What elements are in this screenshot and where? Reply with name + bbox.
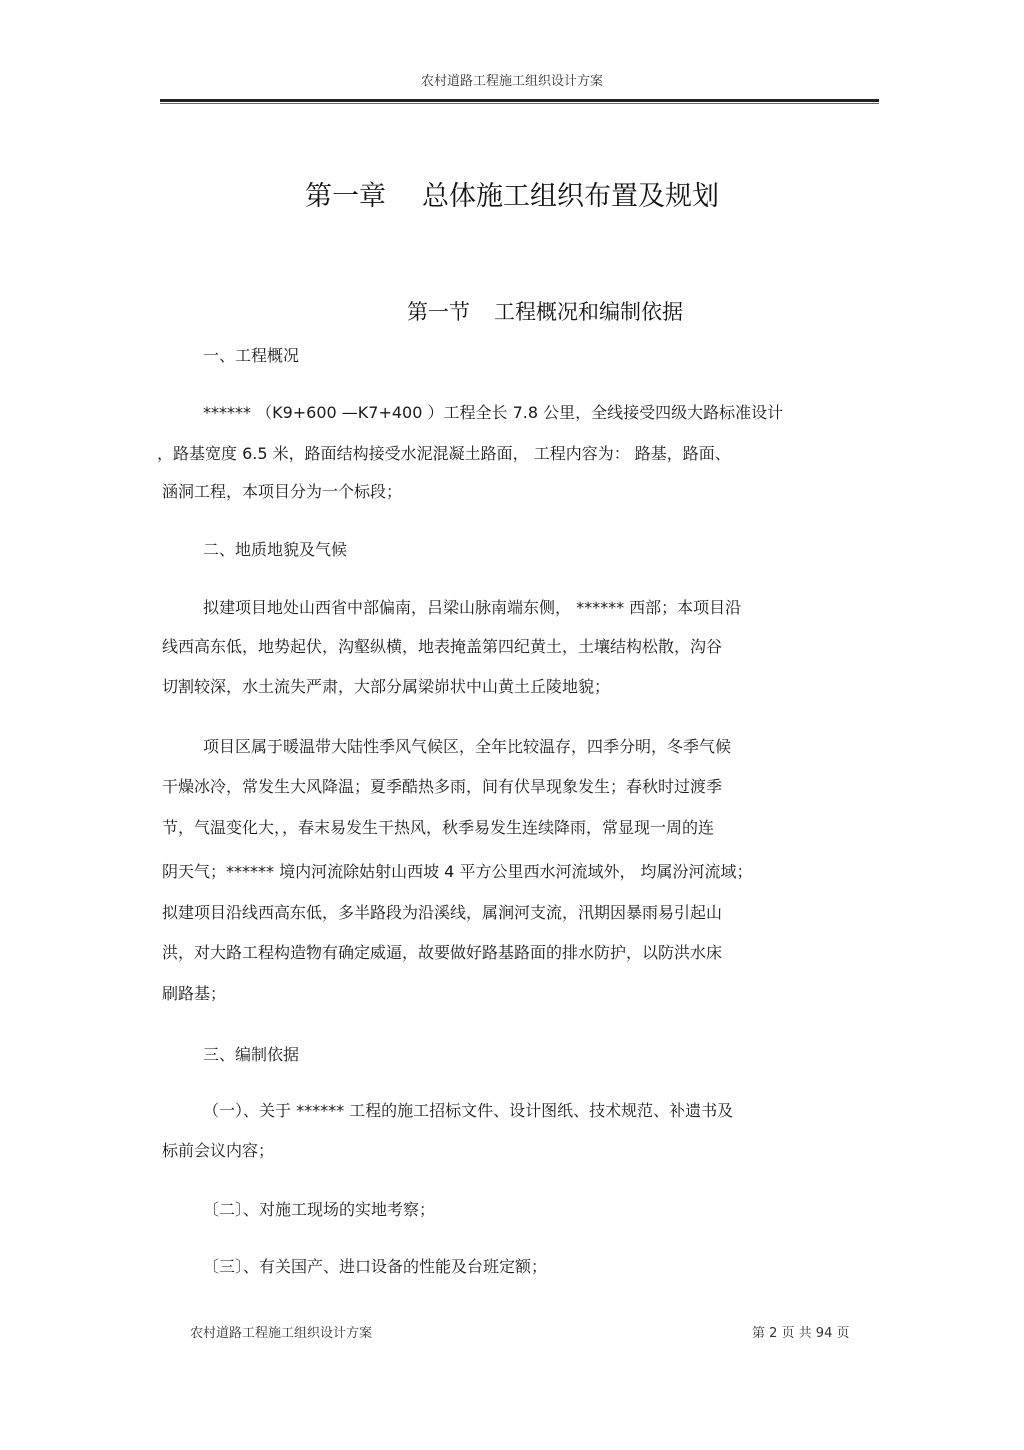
- paragraph-line: 项目区属于暖温带大陆性季风气候区，全年比较温存，四季分明，冬季气候: [203, 737, 732, 756]
- paragraph-line: （一）、关于 ****** 工程的施工招标文件、设计图纸、技术规范、补遗书及: [203, 1101, 734, 1120]
- paragraph-line: 刷路基；: [162, 984, 227, 1003]
- chapter-label: 第一章: [305, 181, 386, 212]
- page-header-title: 农村道路工程施工组织设计方案: [420, 74, 603, 89]
- paragraph-line: 洪，对大路工程构造物有确定威逼，故要做好路基路面的排水防护，以防洪水床: [162, 943, 723, 962]
- section-label: 第一节: [407, 300, 470, 324]
- paragraph-line: 线西高东低，地势起伏，沟壑纵横，地表掩盖第四纪黄土，土壤结构松散，沟谷: [162, 637, 723, 656]
- paragraph-line: 阴天气；****** 境内河流除姑射山西坡 4 平方公里西水河流域外， 均属汾河流域；: [162, 862, 753, 881]
- heading-geology-climate: 二、地质地貌及气候: [203, 540, 348, 559]
- heading-project-overview: 一、工程概况: [203, 346, 300, 365]
- header-rule: [160, 99, 879, 102]
- paragraph-line: 涵洞工程，本项目分为一个标段；: [162, 482, 403, 501]
- paragraph-line: 〔三〕、有关国产、进口设备的性能及台班定额；: [203, 1257, 548, 1276]
- paragraph-line: ，路基宽度 6.5 米，路面结构接受水泥混凝土路面， 工程内容为： 路基，路面、: [157, 444, 731, 463]
- paragraph-line: ****** （K9+600 —K7+400 ）工程全长 7.8 公里，全线接受四级大路标准设计: [203, 403, 784, 422]
- chapter-title: 总体施工组织布置及规划: [422, 181, 719, 212]
- paragraph-line: 节，气温变化大，，春末易发生干热风，秋季易发生连续降雨，常显现一周的连: [162, 818, 715, 837]
- paragraph-line: 拟建项目地处山西省中部偏南，吕梁山脉南端东侧， ****** 西部；本项目沿: [203, 598, 742, 617]
- paragraph-line: 标前会议内容；: [162, 1141, 275, 1160]
- paragraph-line: 〔二〕、对施工现场的实地考察；: [203, 1200, 436, 1219]
- paragraph-line: 切割较深，水土流失严肃，大部分属梁峁状中山黄土丘陵地貌；: [162, 677, 611, 696]
- page-footer-title: 农村道路工程施工组织设计方案: [190, 1326, 373, 1341]
- paragraph-line: 拟建项目沿线西高东低，多半路段为沿溪线，属涧河支流，汛期因暴雨易引起山: [162, 903, 723, 922]
- section-heading: [0, 296, 1024, 326]
- page-number: 第 2 页 共 94 页: [752, 1326, 850, 1341]
- chapter-heading: [0, 174, 1024, 213]
- paragraph-line: 干燥冰冷，常发生大风降温；夏季酷热多雨，间有伏旱现象发生；春秋时过渡季: [162, 777, 723, 796]
- heading-basis: 三、编制依据: [203, 1045, 300, 1064]
- section-title: 工程概况和编制依据: [494, 300, 683, 324]
- header-rule-thin: [160, 103, 879, 104]
